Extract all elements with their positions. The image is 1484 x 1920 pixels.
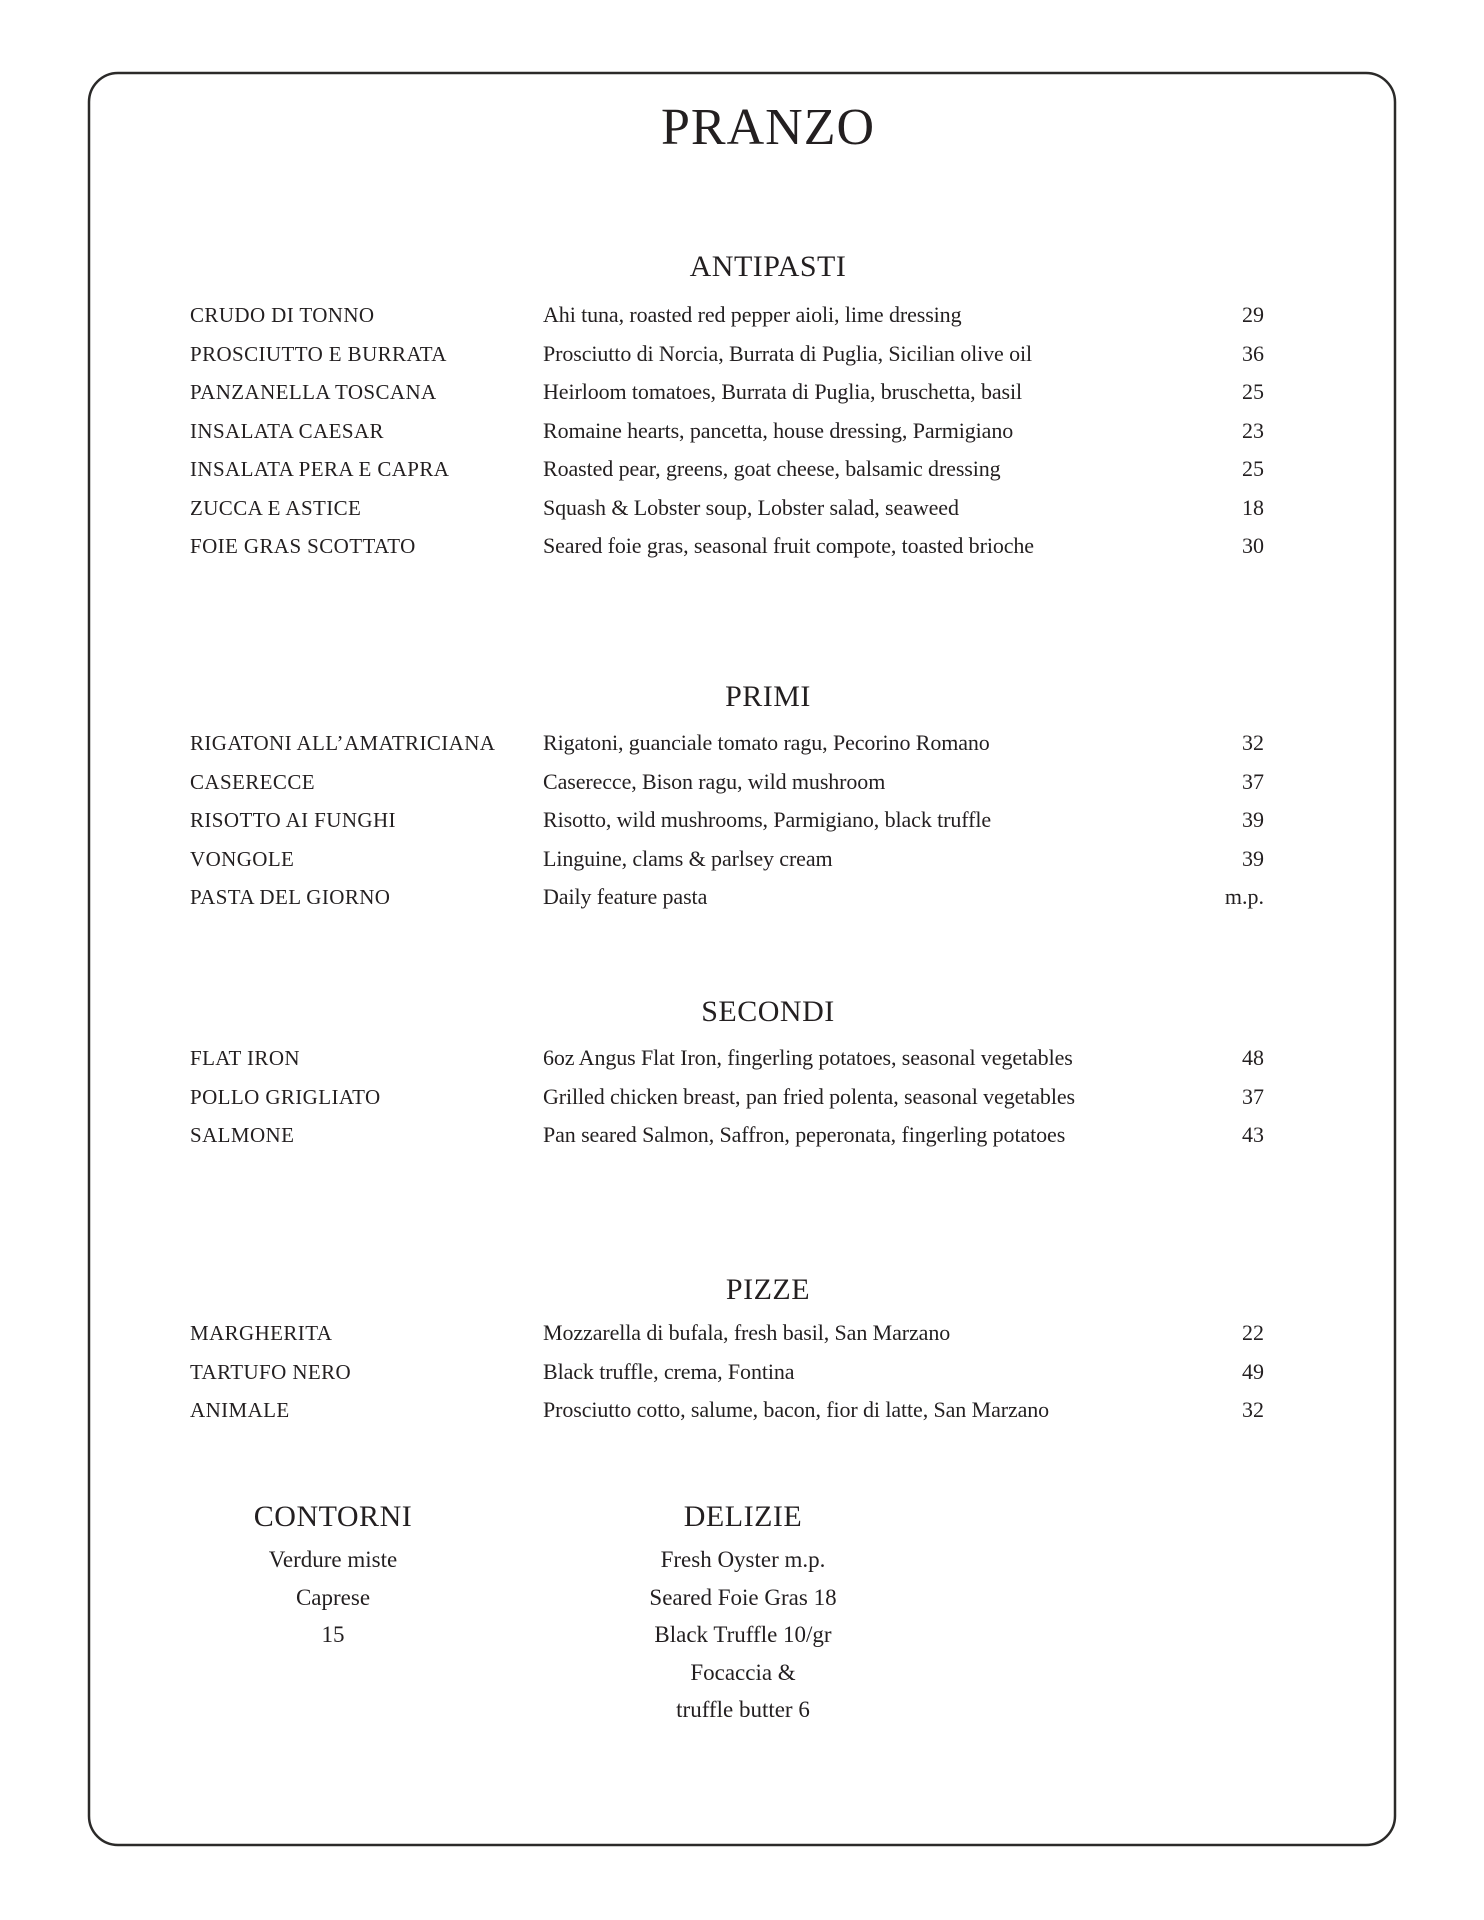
menu-item-row [190, 527, 1264, 566]
item-description: Mozzarella di bufala, fresh basil, San Marzano [543, 1320, 951, 1345]
item-name: RIGATONI ALL’AMATRICIANA [190, 731, 496, 755]
item-name: CRUDO DI TONNO [190, 303, 375, 327]
item-price: 18 [1242, 494, 1264, 520]
item-price: 23 [1242, 417, 1264, 443]
item-description: Prosciutto di Norcia, Burrata di Puglia, Sicilian olive oil [543, 340, 1033, 366]
contorni-line: Caprese [295, 1584, 371, 1610]
menu-item-row [190, 450, 1264, 489]
delizie-line: Fresh Oyster m.p. [660, 1547, 826, 1572]
item-price: 37 [1242, 1083, 1264, 1109]
item-price: 22 [1242, 1320, 1264, 1345]
item-description: Seared foie gras, seasonal fruit compote, toasted brioche [543, 533, 1034, 558]
item-name: ZUCCA E ASTICE [190, 495, 362, 520]
item-description: Caserecce, Bison ragu, wild mushroom [543, 768, 886, 794]
item-name: CASERECCE [190, 769, 315, 794]
item-price: 39 [1242, 807, 1264, 832]
menu-item-row [190, 412, 1264, 451]
contorni-price: 15 [321, 1622, 345, 1648]
section-antipasti [190, 296, 1264, 566]
menu-item-row [190, 878, 1264, 917]
menu-item-row [190, 1078, 1264, 1117]
item-description: Romaine hearts, pancetta, house dressing, Parmigiano [543, 417, 1014, 443]
page-title: PRANZO [660, 99, 876, 156]
item-description: Ahi tuna, roasted red pepper aioli, lime dressing [543, 302, 962, 327]
item-name: RISOTTO AI FUNGHI [190, 808, 396, 832]
delizie-line: Seared Foie Gras 18 [649, 1584, 837, 1610]
item-description: Daily feature pasta [543, 884, 708, 909]
item-price: 32 [1242, 1397, 1264, 1422]
section-delizie [543, 1541, 943, 1729]
item-price: 30 [1242, 533, 1264, 558]
item-price: 48 [1242, 1045, 1264, 1070]
section-heading-contorni: CONTORNI [253, 1500, 413, 1533]
item-price: 36 [1242, 340, 1264, 366]
item-price: 39 [1242, 845, 1264, 871]
item-name: PASTA DEL GIORNO [190, 885, 391, 909]
menu-item-row [190, 1039, 1264, 1078]
menu-item-row [190, 1116, 1264, 1155]
item-price: 37 [1242, 768, 1264, 794]
item-price: 29 [1242, 302, 1264, 327]
item-price: 25 [1242, 379, 1264, 404]
item-price: 43 [1242, 1122, 1264, 1147]
menu-item-row [190, 373, 1264, 412]
section-heading-delizie: DELIZIE [683, 1500, 803, 1533]
delizie-line: Black Truffle 10/gr [654, 1622, 832, 1648]
item-description: Squash & Lobster soup, Lobster salad, seaweed [543, 494, 959, 520]
section-pizze [190, 1314, 1264, 1430]
menu-item-row [190, 1391, 1264, 1430]
delizie-line: truffle butter 6 [676, 1697, 810, 1723]
section-heading-antipasti: ANTIPASTI [689, 250, 847, 283]
item-name: FOIE GRAS SCOTTATO [190, 534, 416, 558]
menu-item-row [190, 1353, 1264, 1392]
item-name: FLAT IRON [190, 1046, 300, 1070]
item-description: Risotto, wild mushrooms, Parmigiano, black truffle [543, 807, 991, 832]
item-description: Pan seared Salmon, Saffron, peperonata, fingerling potatoes [543, 1122, 1066, 1147]
item-name: INSALATA PERA E CAPRA [190, 457, 450, 481]
item-description: Rigatoni, guanciale tomato ragu, Pecorino Romano [543, 730, 990, 755]
delizie-line: Focaccia & [690, 1659, 796, 1685]
item-price: 25 [1242, 456, 1264, 481]
menu-item-row [190, 296, 1264, 335]
item-description: Grilled chicken breast, pan fried polenta, seasonal vegetables [543, 1083, 1075, 1109]
item-name: PANZANELLA TOSCANA [190, 380, 437, 404]
item-description: Black truffle, crema, Fontina [543, 1358, 795, 1384]
menu-item-row [190, 763, 1264, 802]
section-secondi [190, 1039, 1264, 1155]
item-description: Prosciutto cotto, salume, bacon, fior di latte, San Marzano [543, 1397, 1050, 1422]
item-name: SALMONE [190, 1123, 295, 1147]
menu-item-row [190, 335, 1264, 374]
item-name: MARGHERITA [190, 1321, 333, 1345]
item-description: Roasted pear, greens, goat cheese, balsamic dressing [543, 456, 1001, 481]
menu-item-row [190, 489, 1264, 528]
item-price: m.p. [1224, 884, 1264, 909]
section-contorni [133, 1541, 533, 1654]
section-heading-pizze: PIZZE [725, 1273, 811, 1306]
item-name: VONGOLE [190, 846, 295, 871]
section-heading-secondi: SECONDI [701, 995, 835, 1028]
menu-item-row [190, 1314, 1264, 1353]
menu-item-row [190, 801, 1264, 840]
section-primi [190, 724, 1264, 917]
item-name: TARTUFO NERO [190, 1359, 352, 1384]
section-heading-primi: PRIMI [725, 680, 811, 713]
menu-item-row [190, 724, 1264, 763]
item-name: POLLO GRIGLIATO [190, 1084, 381, 1109]
item-description: 6oz Angus Flat Iron, fingerling potatoes, seasonal vegetables [543, 1045, 1073, 1070]
item-name: PROSCIUTTO E BURRATA [190, 341, 447, 366]
item-price: 32 [1242, 730, 1264, 755]
item-name: INSALATA CAESAR [190, 418, 384, 443]
item-description: Linguine, clams & parlsey cream [543, 845, 833, 871]
item-price: 49 [1242, 1358, 1264, 1384]
item-name: ANIMALE [190, 1398, 290, 1422]
item-description: Heirloom tomatoes, Burrata di Puglia, bruschetta, basil [543, 379, 1023, 404]
menu-item-row [190, 840, 1264, 879]
contorni-line: Verdure miste [268, 1547, 398, 1572]
